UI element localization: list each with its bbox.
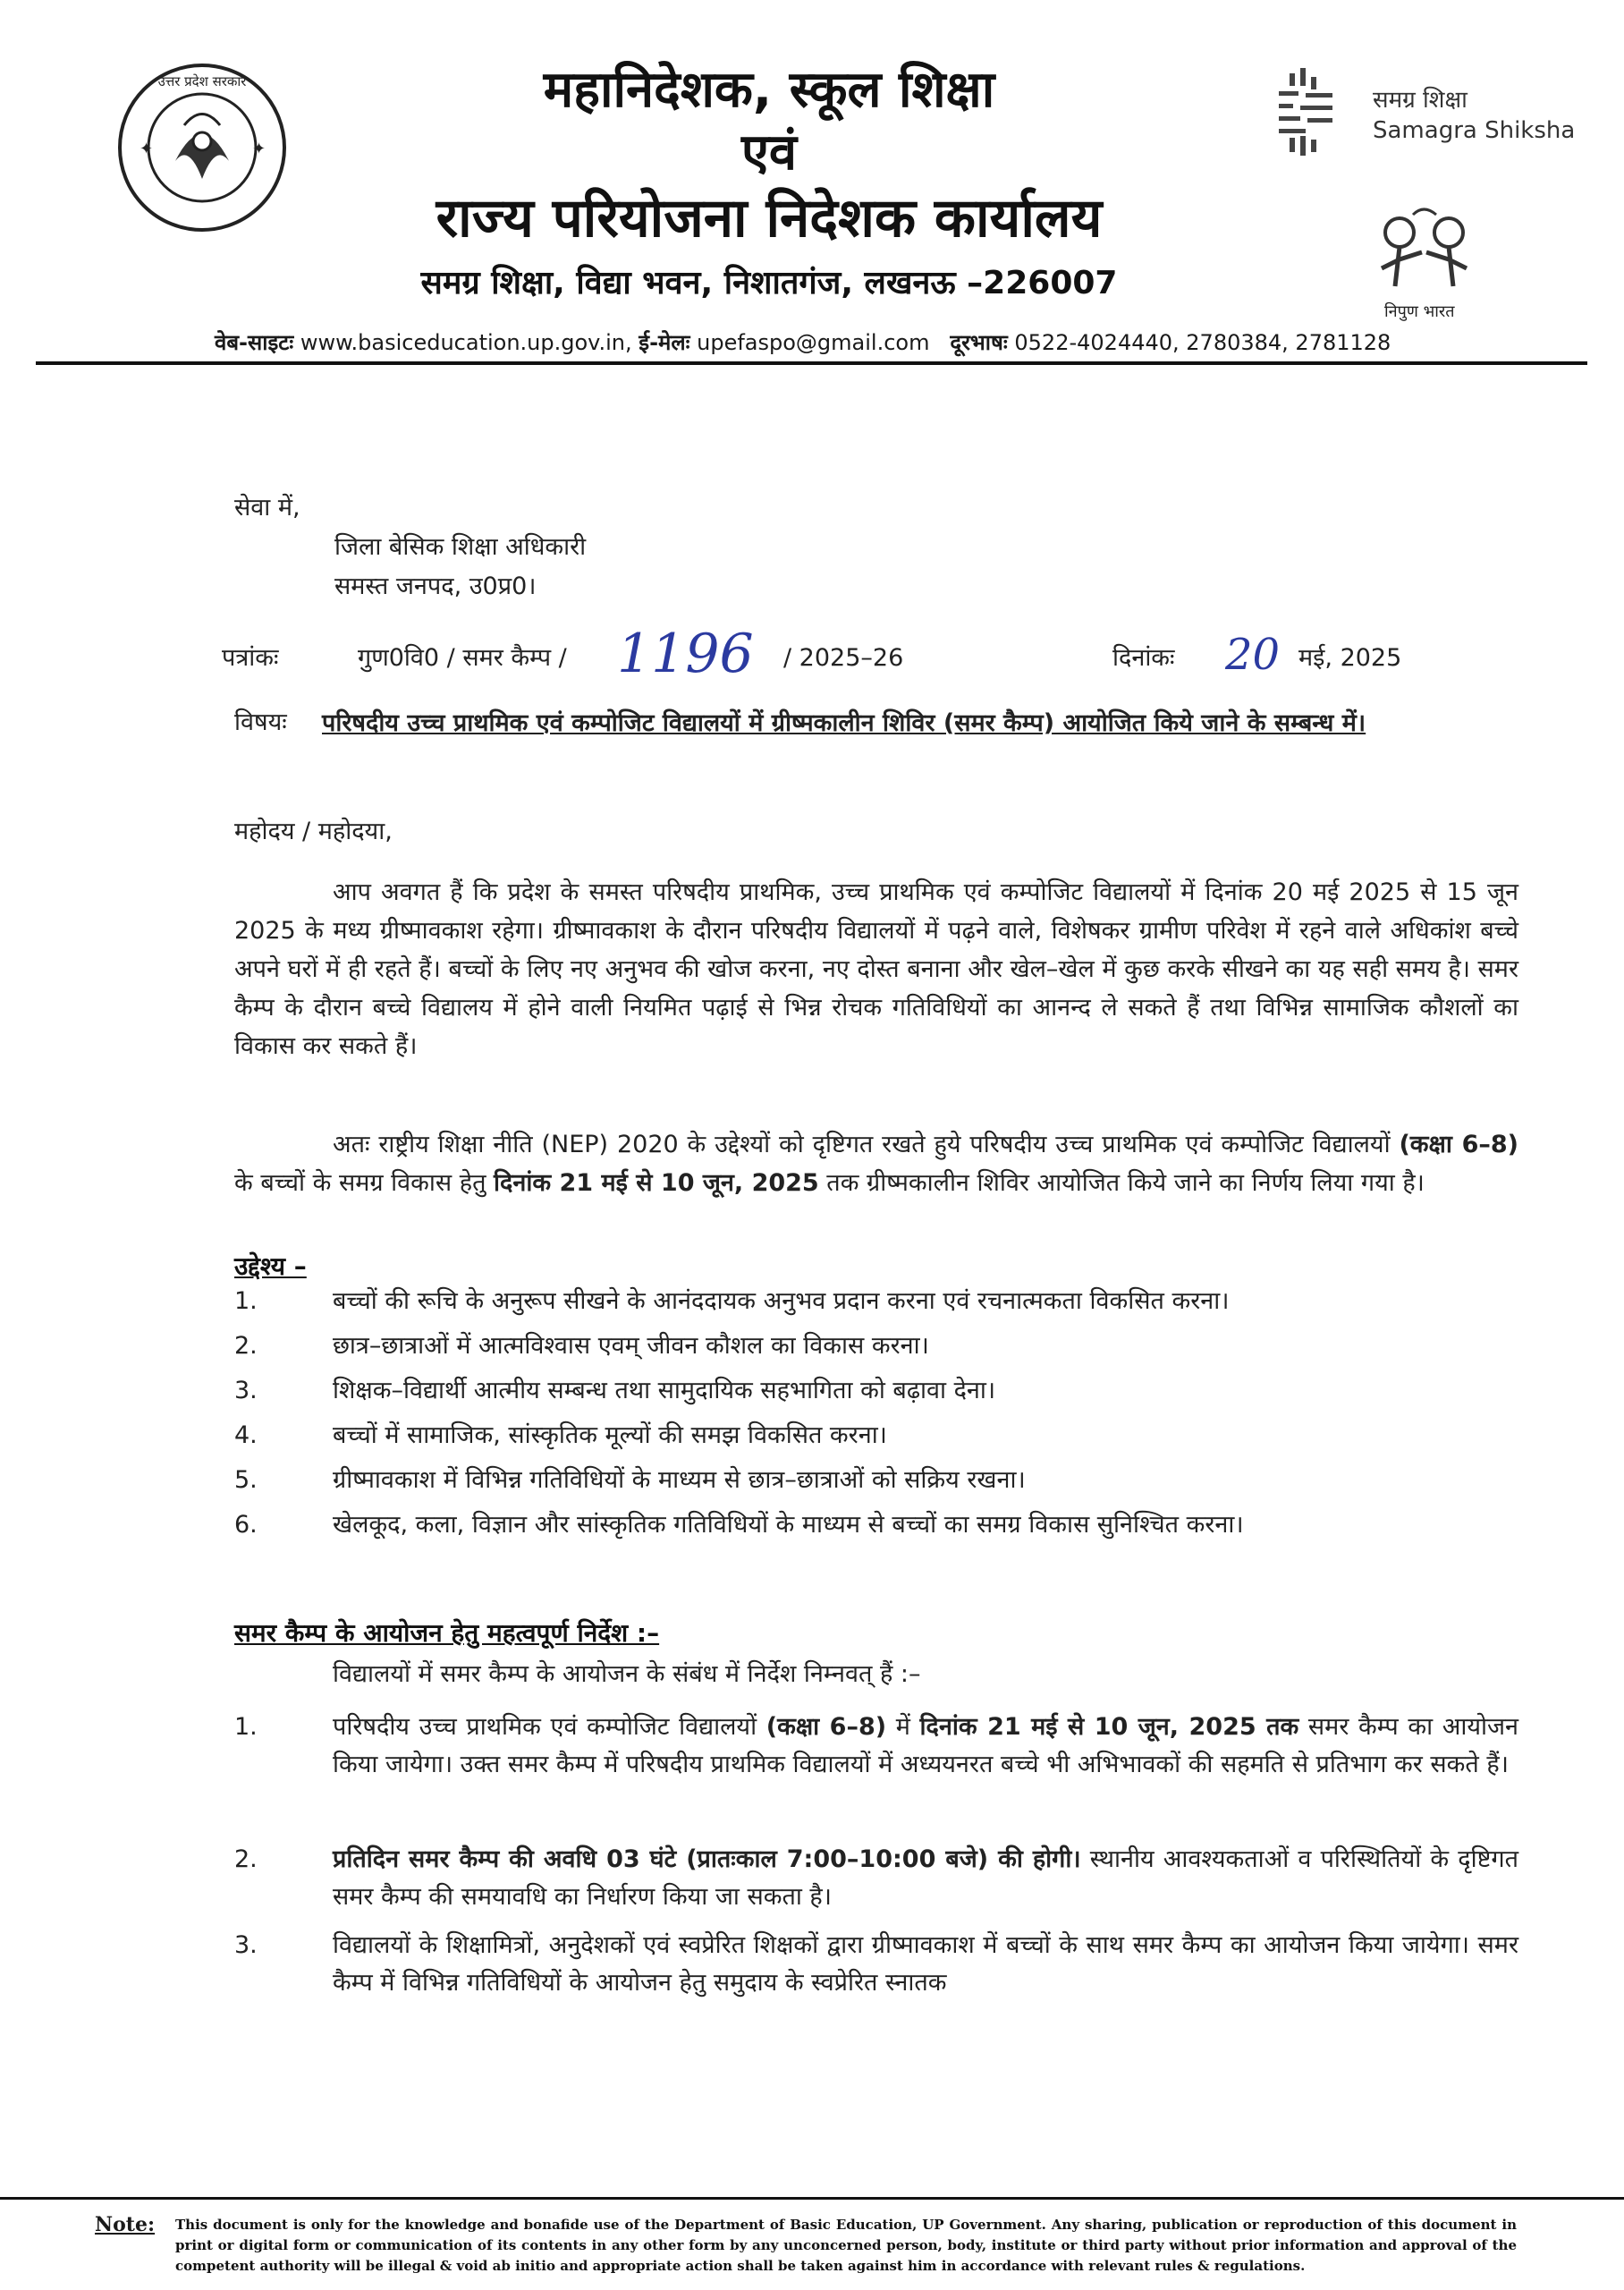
header-title-line2: एवं — [740, 123, 798, 182]
website-link[interactable]: www.basiceducation.up.gov.in, — [300, 330, 632, 355]
objective-text: बच्चों में सामाजिक, सांस्कृतिक मूल्यों की समझ विकसित करना। — [333, 1421, 887, 1449]
salutation: महोदय / महोदया, — [234, 818, 393, 845]
direction-bold-part: प्रतिदिन समर कैम्प की अवधि 03 घंटे (प्रातःकाल 7:00–10:00 बजे) की होगी। — [333, 1845, 1081, 1873]
website-label: वेब-साइटः — [215, 330, 294, 355]
objective-item — [234, 1506, 1518, 1544]
svg-text:✦: ✦ — [140, 140, 154, 158]
svg-text:✦: ✦ — [252, 140, 266, 158]
direction-item — [234, 1709, 1518, 1784]
to-label: सेवा में, — [234, 494, 300, 522]
header-address: समग्र शिक्षा, विद्या भवन, निशातगंज, लखनऊ –226007 — [420, 265, 1118, 301]
body-paragraph-1: आप अवगत हैं कि प्रदेश के समस्त परिषदीय प्राथमिक, उच्च प्राथमिक एवं कम्पोजिट विद्यालयों में दिनांक 20 मई 2025 से 15 जून 2025 के मध्य ग्रीष्मावकाश रहेगा। ग्रीष्मावकाश के दौरान परिषदीय विद्यालयों में पढ़ने वाले, विशेषकर ग्रामीण परिवेश में रहने वाले अधिकांश बच्चे अपने घरों में ही रहते हैं। बच्चों के लिए नए अनुभव की खोज करना, नए दोस्त बनाना और खेल–खेल में कुछ करके सीखने का यह सही समय है। समर कैम्प के दौरान बच्चे विद्यालय में होने वाली नियमित पढ़ाई से भिन्न रोचक गतिविधियों का आनन्द ले सकते हैं तथा विभिन्न सामाजिक कौशलों का विकास कर सकते हैं। — [234, 878, 1518, 1060]
date-label: दिनांकः — [1112, 644, 1175, 672]
direction-bold-part: दिनांक 21 मई से 10 जून, 2025 तक — [919, 1713, 1299, 1741]
email-link[interactable]: upefaspo@gmail.com — [697, 330, 930, 355]
nipun-bharat-logo — [1359, 197, 1493, 313]
header-divider — [36, 361, 1587, 365]
direction-number: 2. — [234, 1845, 258, 1873]
direction-text-part: स्थानीय आवश्यकताओं व परिस्थितियों के दृष्टिगत समर कैम्प की समयावधि का निर्धारण किया जा सकता है। — [333, 1845, 1518, 1911]
header-title-line1: महानिदेशक, स्कूल शिक्षा — [543, 61, 995, 119]
objective-item — [234, 1417, 1518, 1455]
direction-text — [333, 1709, 1518, 1784]
objective-text: शिक्षक–विद्यार्थी आत्मीय सम्बन्ध तथा सामुदायिक सहभागिता को बढ़ावा देना। — [333, 1377, 996, 1404]
subject-label: विषयः — [234, 708, 287, 736]
para2-part-c: के बच्चों के समग्र विकास हेतु — [234, 1169, 495, 1197]
objective-text: ग्रीष्मावकाश में विभिन्न गतिविधियों के माध्यम से छात्र–छात्राओं को सक्रिय रखना। — [333, 1466, 1026, 1494]
objective-item — [234, 1283, 1518, 1320]
date-day-handwritten: 20 — [1225, 630, 1281, 680]
addressee-line1: जिला बेसिक शिक्षा अधिकारी — [334, 533, 587, 561]
reference-label: पत्रांकः — [222, 644, 279, 672]
para2-class-range: (कक्षा 6–8) — [1399, 1131, 1518, 1158]
objective-number: 1. — [234, 1287, 258, 1315]
subject-text: परिषदीय उच्च प्राथमिक एवं कम्पोजिट विद्यालयों में ग्रीष्मकालीन शिविर (समर कैम्प) आयोजित किये जाने के सम्बन्ध में। — [322, 709, 1366, 737]
direction-text-part: परिषदीय उच्च प्राथमिक एवं कम्पोजिट विद्यालयों — [333, 1713, 766, 1741]
samagra-english: Samagra Shiksha — [1373, 117, 1576, 144]
objective-text: बच्चों की रूचि के अनुरूप सीखने के आनंददायक अनुभव प्रदान करना एवं रचनात्मकता विकसित करना। — [333, 1287, 1230, 1315]
note-text: This document is only for the knowledge and bonafide use of the Department of Basic Education, UP Government. Any sharing, publication or reproduction of this document in print or digital form or communication of its contents in any other form by any unconcerned person, body, institute or third party without prior information and approval of the competent authority will be illegal & void ab initio and appropriate action shall be taken against him in accordance with relevant rules & regulations. — [175, 2217, 1517, 2274]
samagra-shiksha-label — [1373, 85, 1575, 146]
phone-label: दूरभाषः — [950, 330, 1008, 355]
directions-heading: समर कैम्प के आयोजन हेतु महत्वपूर्ण निर्देश :– — [234, 1618, 660, 1648]
header-title-line3: राज्य परियोजना निदेशक कार्यालय — [436, 187, 1103, 250]
reference-prefix: गुण0वि0 / समर कैम्प / — [358, 644, 567, 672]
body-paragraph-2 — [234, 1125, 1518, 1202]
para2-part-e: तक ग्रीष्मकालीन शिविर आयोजित किये जाने का निर्णय लिया गया है। — [818, 1169, 1425, 1197]
objective-text: छात्र–छात्राओं में आत्मविश्वास एवम् जीवन कौशल का विकास करना। — [333, 1332, 929, 1360]
direction-number: 1. — [234, 1713, 258, 1741]
objective-item — [234, 1462, 1518, 1499]
direction-text: विद्यालयों के शिक्षामित्रों, अनुदेशकों एवं स्वप्रेरित शिक्षकों द्वारा ग्रीष्मावकाश में बच्चों के साथ समर कैम्प का आयोजन किया जायेगा। समर कैम्प में विभिन्न गतिविधियों के आयोजन हेतु समुदाय के स्वप्रेरित स्नातक — [333, 1931, 1518, 1997]
objective-number: 4. — [234, 1421, 258, 1449]
para2-date-range: दिनांक 21 मई से 10 जून, 2025 — [494, 1169, 819, 1197]
direction-text-part: समर कैम्प का आयोजन किया जायेगा। उक्त समर कैम्प में परिषदीय प्राथमिक विद्यालयों में अध्ययनरत बच्चे भी अभिभावकों की सहमति से प्रतिभाग कर सकते हैं। — [333, 1713, 1519, 1778]
footer-divider — [0, 2197, 1624, 2200]
direction-item — [234, 1841, 1518, 1916]
objective-number: 2. — [234, 1332, 258, 1360]
objective-number: 6. — [234, 1511, 258, 1539]
nipun-bharat-label: निपुण भारत — [1384, 302, 1455, 321]
reference-year: / 2025–26 — [783, 644, 904, 672]
reference-number-handwritten: 1196 — [617, 623, 754, 685]
objectives-heading: उद्देश्य – — [234, 1251, 307, 1281]
direction-text-part: में — [886, 1713, 920, 1741]
samagra-hindi: समग्र शिक्षा — [1373, 87, 1468, 114]
direction-item — [234, 1927, 1518, 2002]
objective-item — [234, 1327, 1518, 1365]
direction-bold-part: (कक्षा 6–8) — [765, 1713, 887, 1741]
note-label: Note: — [95, 2213, 156, 2236]
para2-part-a: अतः राष्ट्रीय शिक्षा नीति (NEP) 2020 के उद्देश्यों को दृष्टिगत रखते हुये परिषदीय उच्च प्राथमिक एवं कम्पोजिट विद्यालयों — [333, 1131, 1400, 1158]
date-month-year: मई, 2025 — [1298, 644, 1402, 672]
objective-number: 5. — [234, 1466, 258, 1494]
direction-text — [333, 1841, 1518, 1916]
objective-text: खेलकूद, कला, विज्ञान और सांस्कृतिक गतिविधियों के माध्यम से बच्चों का समग्र विकास सुनिश्चित करना। — [333, 1511, 1244, 1539]
objective-number: 3. — [234, 1377, 258, 1404]
directions-intro: विद्यालयों में समर कैम्प के आयोजन के संबंध में निर्देश निम्नवत् हैं :– — [333, 1660, 921, 1688]
emblem-text: उत्तर प्रदेश सरकार — [157, 73, 247, 89]
phone-numbers: 0522-4024440, 2780384, 2781128 — [1014, 330, 1391, 355]
contact-line — [215, 327, 1467, 357]
addressee-line2: समस्त जनपद, उ0प्र0। — [334, 572, 537, 600]
direction-number: 3. — [234, 1931, 258, 1959]
objective-item — [234, 1372, 1518, 1410]
up-government-emblem — [113, 54, 292, 242]
email-label: ई-मेलः — [639, 330, 690, 355]
